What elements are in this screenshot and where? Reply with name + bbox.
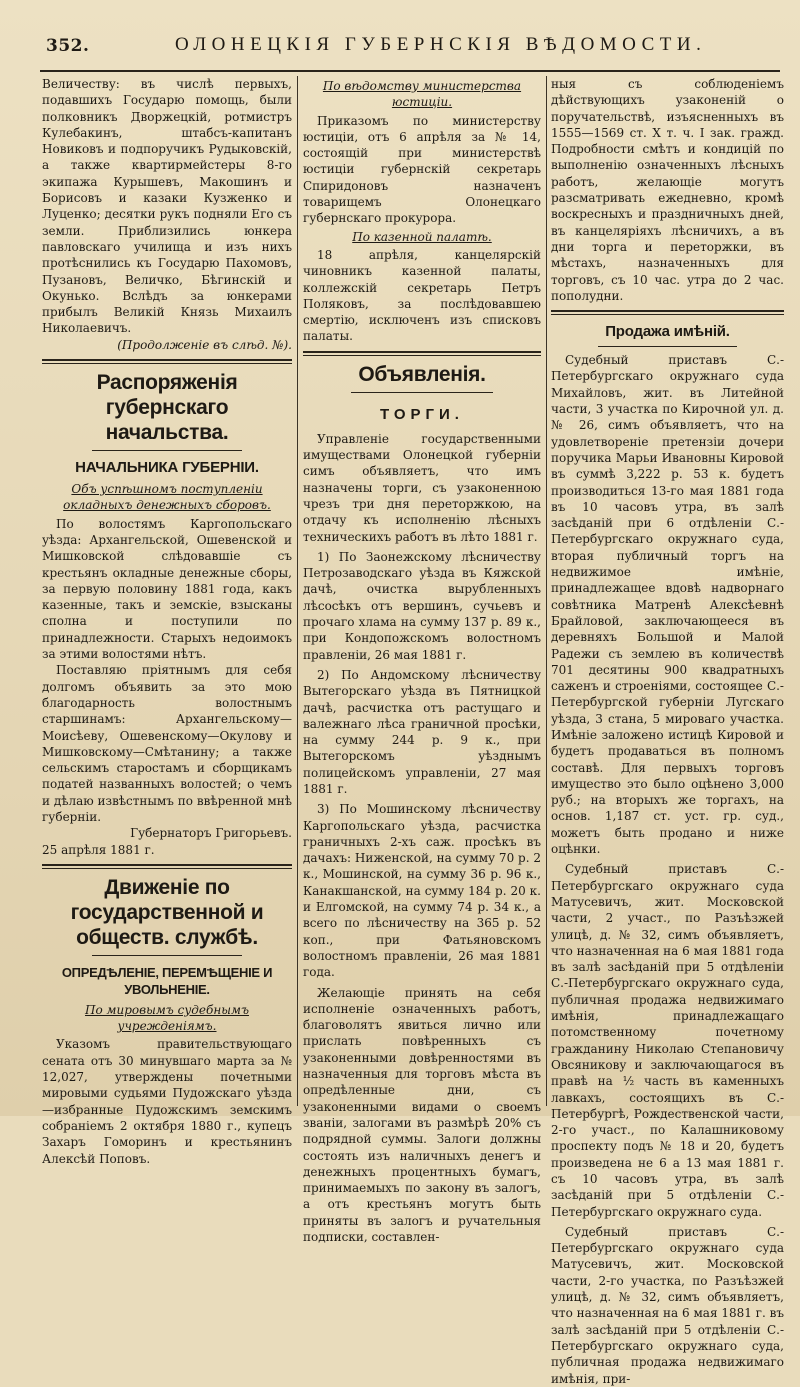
subheading-tax-collections: Объ успѣшномъ поступленіи окладныхъ денежныхъ сборовъ. <box>63 482 271 513</box>
article-paragraph: По волостямъ Каргопольскаго уѣзда: Архангельской, Ошевенской и Мишковской слѣдовавшіе съ крестьянъ окладные денежные сборы, за первую половину 1881 года, какъ казенные, такъ и земскіе, взысканы сполна и поступили по принадлежности. Старыхъ недоимокъ за этими волостями нѣтъ. <box>42 516 292 662</box>
page-header <box>40 22 780 62</box>
column-3 <box>551 76 784 1386</box>
section-rule <box>42 864 292 869</box>
subsection-heading-appointments: ОПРЕДѢЛЕНІЕ, ПЕРЕМѢЩЕНІЕ И УВОЛЬНЕНІЕ. <box>61 964 273 997</box>
article-paragraph: Указомъ правительствующаго сената отъ 30 минувшаго марта за № 12,027, утверждены почетными мировыми судьями Пудожскаго уѣзда—избранные Пудожскимъ земскимъ собраніемъ 2 октября 1880 г., купецъ Захаръ Гоморинъ и крестьянинъ Алексѣй Поповъ. <box>42 1037 292 1166</box>
section-rule <box>42 359 292 364</box>
header-rule <box>40 70 780 72</box>
page-number: 352. <box>46 36 90 56</box>
article-paragraph: Судебный приставъ С.-Петербургскаго окружнаго суда Матусевичъ, жит. Московской части, 2 участ., по Разъѣзжей улицѣ, д. № 32, симъ объявляетъ, что назначенная на 6 мая 1881 года въ залѣ засѣданій при 5 отдѣленіи С.-Петербургскаго окружнаго суда, публичная продажа недвижимаго имѣнія, принадлежащаго потомственному почетному гражданину Николаю Степановичу Овсяникову и заключающагося въ правѣ на ½ часть въ каменныхъ лавкахъ, состоящихъ въ С.-Петербургѣ, Рождественской части, 2-го участ., по Калашниковому проспекту подъ № 18 и 20, будетъ произведена не 6 а 13 мая 1881 г. съ 10 часовъ утра, въ залѣ засѣданій при 5 отдѣленіи С.-Петербургскаго окружнаго суда. <box>551 862 784 1219</box>
article-paragraph: Управленіе государственными имуществами Олонецкой губерніи симъ объявляетъ, что имъ назначены торги, съ узаконенною чрезъ три дня переторжкою, на отдачу къ исполненію лѣсныхъ техническихъ работъ въ лѣто 1881 г. <box>303 431 541 544</box>
column-1 <box>42 76 292 1166</box>
column-divider-1 <box>297 76 298 1106</box>
section-heading-service: Движеніе по государственной и обществ. службѣ. <box>70 875 264 949</box>
auction-item: 2) По Андомскому лѣсничеству Вытегорскаго уѣзда въ Пятницкой дачѣ, расчистка отъ растущаго и валежнаго лѣса граничной просѣки, на сумму 244 р. 9 к., при Вытегорскомъ уѣзднымъ полицейскомъ управленіи, 27 мая 1881 г. <box>303 667 541 796</box>
article-paragraph: Судебный приставъ С.-Петербургскаго окружнаго суда Михайловъ, жит. въ Литейной части, 3 участка по Кирочной ул. д. № 26, симъ объявляетъ, что на удовлетвореніе претензіи дочери поручика Марьи Ивановны Кировой въ суммѣ 3,222 р. 53 к. будетъ производиться 13-го мая 1881 года въ 10 часовъ утра, въ залѣ засѣданій при 6 отдѣленіи С.-Петербургскаго окружнаго суда, вторая публичный торгъ на недвижимое имѣніе, принадлежащее вдовѣ надворнаго совѣтника Матренѣ Алексѣевнѣ Брайловой, заключающееся въ деревняхъ Большой и Малой Радежи съ землею въ количествѣ 701 десятины 900 квадратныхъ саженъ и строеніями, состоящее С.-Петербургской губерніи Лугскаго уѣзда, 3 стана, 5 мироваго участка. Имѣніе заложено истицѣ Кировой и будетъ продаваться въ полномъ составѣ. Для первыхъ торговъ имущество это было оцѣнено 3,000 руб.; на вторыхъ же торгахъ, на основ. 1,187 ст. уст. гр. суд., можетъ быть продано и ниже оцѣнки. <box>551 353 784 857</box>
short-rule <box>598 346 738 347</box>
subsection-heading-auctions: ТОРГИ. <box>380 405 464 423</box>
order-date: 25 апрѣля 1881 г. <box>42 842 155 857</box>
section-rule <box>303 351 541 356</box>
auction-item: 3) По Мошинскому лѣсничеству Каргопольскаго уѣзда, расчистка граничныхъ 2-хъ саж. просѣкъ въ дачахъ: Ниженской, на сумму 70 р. 2 к., Мошинской, на сумму 36 р. 96 к., Канакшанской, на сумму 184 р. 20 к. и Елгомской, на сумму 74 р. 34 к., а всего по лѣсничеству на 365 р. 52 коп., при Фатьяновскомъ волостномъ правленіи, 26 мая 1881 года. <box>303 802 541 980</box>
governor-signature: Губернаторъ Григорьевъ. <box>130 826 292 841</box>
column-divider-2 <box>546 76 547 1106</box>
masthead-title: ОЛОНЕЦКІЯ ГУБЕРНСКІЯ ВѢДОМОСТИ. <box>175 34 707 55</box>
subheading-courts: По мировымъ судебнымъ учрежденіямъ. <box>85 1002 249 1034</box>
continuation-note: (Продолженіе въ слѣд. №). <box>117 337 292 352</box>
subheading-justice: По вѣдомству министерства юстиціи. <box>322 79 522 110</box>
article-paragraph: Приказомъ по министерству юстиціи, отъ 6 апрѣля за № 14, состоящій при министерствѣ юстиціи губернскій секретарь Спиридоновъ назначенъ товарищемъ Олонецкаго губернскаго прокурора. <box>303 113 541 226</box>
section-heading-announcements: Объявленія. <box>358 362 486 386</box>
article-paragraph: 18 апрѣля, канцелярскій чиновникъ казенной палаты, коллежскій секретарь Петръ Поляковъ, за послѣдовавшею смертію, исключенъ изъ списковъ палаты. <box>303 247 541 344</box>
auction-item: 1) По Заонежскому лѣсничеству Петрозаводскаго уѣзда въ Кяжской дачѣ, очистка вырубленныхъ лѣсосѣкъ отъ вершинъ, сучьевъ и прочаго хлама на сумму 137 р. 89 к., при Кондопожскомъ волостномъ правленіи, 26 мая 1881 г. <box>303 549 541 662</box>
section-rule <box>551 310 784 315</box>
section-heading-orders: Распоряженія губернскаго начальства. <box>96 371 238 445</box>
article-paragraph: ныя съ соблюденіемъ дѣйствующихъ узаконеній о поручательствѣ, изъясненныхъ въ 1555—1569 ст. X т. ч. I зак. гражд. Подробности смѣтъ и кондицій по выполненію означенныхъ лѣсныхъ работъ, желающіе могутъ разсматривать ежедневно, кромѣ воскресныхъ и праздничныхъ дней, въ канцеляріяхъ лѣсничихъ, а въ дни торга и переторжки, въ мѣстахъ, назначенныхъ для торговъ, съ 10 час. утра до 2 час. пополудни. <box>551 77 784 303</box>
section-heading-estate-sales: Продажа имѣній. <box>605 323 730 341</box>
short-rule <box>351 392 494 393</box>
article-paragraph: Судебный приставъ С.-Петербургскаго окружнаго суда Матусевичъ, жит. Московской части, 2-го участка, по Разъѣзжей улицѣ, д. № 32, симъ объявляетъ, что назначенная на 6 мая 1881 г. въ залѣ засѣданій при 5 отдѣленіи С.-Петербургскаго окружнаго суда, публичная продажа недвижимаго имѣнія, при- <box>551 1224 784 1386</box>
article-paragraph: Величеству: въ числѣ первыхъ, подавшихъ Государю помощь, были полковникъ Дворжецкій, ротмистръ Кулебакинъ, штабсъ-капитанъ Новиковъ и подпоручикъ Рудыковскій, а также квартирмейстеры 8-го экипажа Курышевъ, Макошинъ и Борисовъ и казаки Кузженко и Луценко; десятки рукъ подняли Его съ земли. Приблизились юнкера павловскаго училища и изъ нихъ протѣснились къ Государю Пахомовъ, Пузановъ, Величко, Бѣгинскій и Окунько. Вслѣдъ за юнкерами прибылъ Великій Князь Михаилъ Николаевичъ. <box>42 77 292 336</box>
subheading-treasury: По казенной палатѣ. <box>352 229 492 244</box>
short-rule <box>92 450 242 451</box>
article-paragraph: Поставляю пріятнымъ для себя долгомъ объявить за это мою благодарность волостнымъ старшинамъ: Архангельскому—Моисѣеву, Ошевенскому—Окулову и Мишковскому—Смѣтанину; а также сельскимъ старостамъ и сборщикамъ податей названныхъ волостей; о чемъ и дѣлаю извѣстнымъ по ввѣренной мнѣ губерніи. <box>42 663 292 824</box>
column-2 <box>303 76 541 1244</box>
article-paragraph: Желающіе принять на себя исполненіе означенныхъ работъ, благоволятъ явиться лично или прислать повѣренныхъ съ узаконенными довѣренностями въ назначенныя для торговъ мѣста въ опредѣленные дни, съ узаконенными видами о своемъ званіи, залогами въ размѣрѣ 20% съ подрядной суммы. Залоги должны состоять изъ наличныхъ денегъ и денежныхъ процентныхъ бумагъ, принимаемыхъ по закону въ залогъ, а отъ крестьянъ могутъ быть приняты въ залогъ и ручательныя подписки, составлен- <box>303 985 541 1244</box>
subsection-heading-governor: НАЧАЛЬНИКА ГУБЕРНІИ. <box>75 459 259 477</box>
short-rule <box>92 955 242 956</box>
